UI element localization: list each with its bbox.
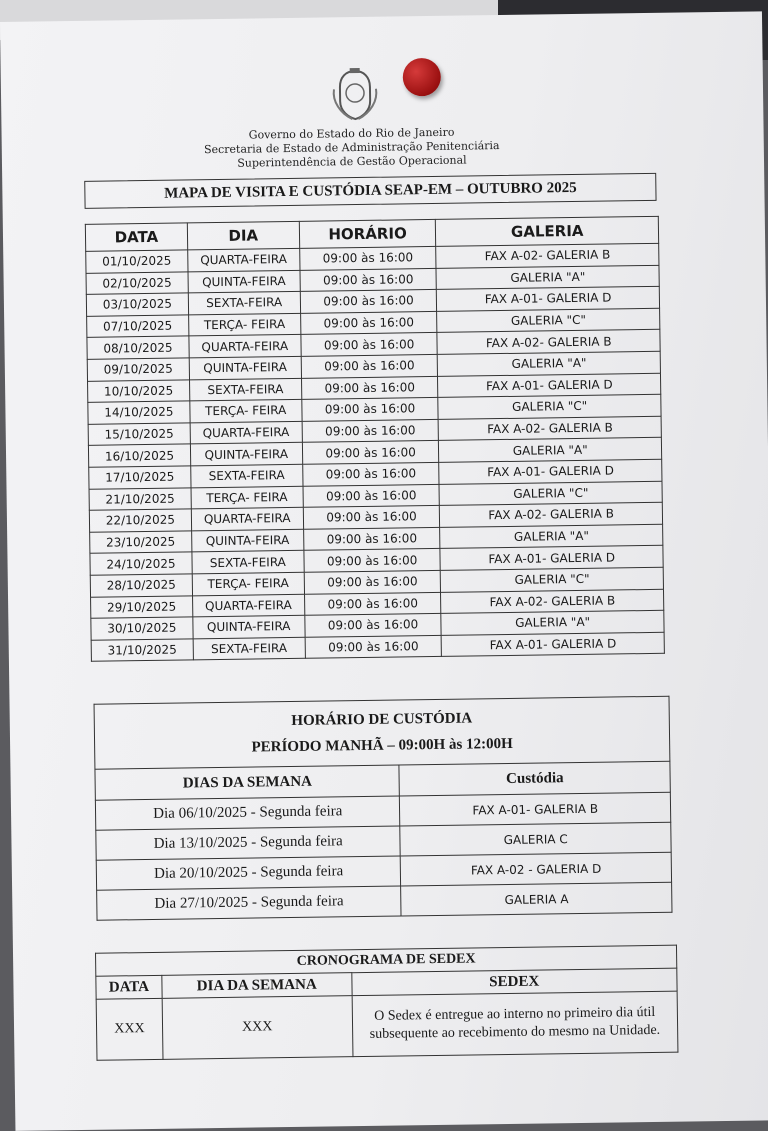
visit-hours: 09:00 às 16:00 [301, 376, 438, 400]
visit-date: 01/10/2025 [86, 250, 188, 273]
custody-gallery: FAX A-02 - GALERIA D [401, 852, 672, 886]
visit-date: 21/10/2025 [89, 487, 191, 510]
custody-day: Dia 06/10/2025 - Segunda feira [95, 796, 400, 830]
visit-weekday: TERÇA- FEIRA [190, 399, 302, 422]
visit-gallery: GALERIA "A" [439, 438, 662, 463]
visit-hours: 09:00 às 16:00 [304, 592, 441, 616]
visit-schedule-table [85, 216, 665, 662]
visit-date: 16/10/2025 [88, 444, 190, 467]
visit-hours: 09:00 às 16:00 [301, 333, 438, 357]
header-sedex: SEDEX [351, 968, 677, 996]
visit-hours: 09:00 às 16:00 [305, 613, 442, 637]
visit-date: 10/10/2025 [88, 379, 190, 402]
visit-gallery: FAX A-02- GALERIA B [437, 330, 660, 355]
state-crest-icon [328, 67, 383, 124]
visit-date: 28/10/2025 [90, 574, 192, 597]
sedex-weekday: XXX [162, 996, 353, 1060]
visit-hours: 09:00 às 16:00 [302, 441, 439, 465]
header-custodia: Custódia [399, 761, 670, 796]
institution-header [182, 125, 523, 172]
custody-title: HORÁRIO DE CUSTÓDIA [291, 710, 473, 729]
visit-date: 17/10/2025 [89, 466, 191, 489]
visit-hours: 09:00 às 16:00 [304, 570, 441, 594]
sedex-title: CRONOGRAMA DE SEDEX [96, 945, 677, 976]
visit-date: 08/10/2025 [87, 336, 189, 359]
visit-weekday: TERÇA- FEIRA [192, 572, 304, 595]
visit-hours: 09:00 às 16:00 [303, 484, 440, 508]
custody-schedule-table [94, 696, 673, 921]
header-line-government: Governo do Estado do Rio de Janeiro [248, 125, 455, 142]
custody-day: Dia 27/10/2025 - Segunda feira [97, 886, 402, 920]
visit-hours: 09:00 às 16:00 [302, 462, 439, 486]
notice-paper [0, 11, 768, 1131]
visit-gallery: GALERIA "A" [440, 524, 663, 549]
visit-weekday: QUARTA-FEIRA [188, 248, 300, 271]
visit-gallery: GALERIA "C" [438, 394, 661, 419]
visit-date: 02/10/2025 [86, 271, 188, 294]
visit-gallery: FAX A-01- GALERIA D [440, 546, 663, 571]
visit-gallery: GALERIA "A" [441, 610, 664, 635]
sedex-description: O Sedex é entregue ao interno no primeiro dia útil subsequente ao recebimento do mesmo na Unidade. [352, 991, 678, 1057]
visit-gallery: FAX A-02- GALERIA B [436, 243, 659, 268]
custody-period: PERÍODO MANHÃ – 09:00H às 12:00H [251, 735, 513, 756]
visit-gallery: FAX A-02- GALERIA B [439, 416, 662, 441]
sedex-schedule-table [95, 945, 678, 1061]
visit-weekday: QUARTA-FEIRA [191, 507, 303, 530]
visit-gallery: GALERIA "C" [437, 308, 660, 333]
visit-hours: 09:00 às 16:00 [305, 635, 442, 659]
visit-hours: 09:00 às 16:00 [300, 290, 437, 314]
sedex-date: XXX [96, 998, 163, 1060]
custody-gallery: GALERIA C [400, 822, 671, 856]
header-sedex-data: DATA [96, 975, 162, 999]
visit-date: 29/10/2025 [91, 595, 193, 618]
visit-date: 03/10/2025 [86, 293, 188, 316]
header-data: DATA [85, 223, 187, 251]
visit-weekday: SEXTA-FEIRA [193, 637, 305, 660]
header-dias-da-semana: DIAS DA SEMANA [95, 765, 400, 800]
visit-weekday: QUINTA-FEIRA [190, 443, 302, 466]
visit-weekday: QUINTA-FEIRA [189, 356, 301, 379]
visit-date: 24/10/2025 [90, 552, 192, 575]
visit-date: 23/10/2025 [90, 531, 192, 554]
visit-weekday: QUARTA-FEIRA [192, 594, 304, 617]
visit-weekday: QUARTA-FEIRA [189, 335, 301, 358]
visit-gallery: GALERIA "A" [438, 351, 661, 376]
visit-weekday: QUARTA-FEIRA [190, 421, 302, 444]
visit-weekday: SEXTA-FEIRA [189, 378, 301, 401]
header-horario: HORÁRIO [299, 219, 436, 248]
custody-gallery: GALERIA A [401, 882, 672, 916]
visit-weekday: TERÇA- FEIRA [188, 313, 300, 336]
visit-date: 22/10/2025 [89, 509, 191, 532]
header-galeria: GALERIA [436, 216, 659, 246]
visit-weekday: QUINTA-FEIRA [191, 529, 303, 552]
visit-hours: 09:00 às 16:00 [299, 246, 436, 270]
visit-gallery: FAX A-01- GALERIA D [437, 287, 660, 312]
custody-caption [94, 696, 670, 769]
red-pushpin-icon [403, 58, 442, 97]
visit-date: 15/10/2025 [88, 423, 190, 446]
header-line-superintendence: Superintendência de Gestão Operacional [237, 153, 467, 170]
visit-weekday: SEXTA-FEIRA [191, 464, 303, 487]
document-title: MAPA DE VISITA E CUSTÓDIA SEAP-EM – OUTUBRO 2025 [84, 173, 656, 209]
visit-gallery: FAX A-01- GALERIA D [439, 459, 662, 484]
visit-weekday: QUINTA-FEIRA [193, 615, 305, 638]
visit-hours: 09:00 às 16:00 [300, 311, 437, 335]
visit-hours: 09:00 às 16:00 [303, 506, 440, 530]
visit-weekday: SEXTA-FEIRA [192, 551, 304, 574]
visit-weekday: QUINTA-FEIRA [188, 270, 300, 293]
visit-hours: 09:00 às 16:00 [303, 527, 440, 551]
visit-hours: 09:00 às 16:00 [302, 398, 439, 422]
visit-date: 07/10/2025 [87, 315, 189, 338]
visit-gallery: FAX A-02- GALERIA B [441, 589, 664, 614]
visit-weekday: TERÇA- FEIRA [191, 486, 303, 509]
visit-date: 14/10/2025 [88, 401, 190, 424]
visit-hours: 09:00 às 16:00 [300, 268, 437, 292]
visit-gallery: GALERIA "C" [441, 567, 664, 592]
header-sedex-dia: DIA DA SEMANA [162, 973, 352, 999]
header-dia: DIA [187, 221, 299, 250]
custody-day: Dia 20/10/2025 - Segunda feira [96, 856, 401, 890]
visit-date: 30/10/2025 [91, 617, 193, 640]
visit-gallery: FAX A-01- GALERIA D [438, 373, 661, 398]
visit-hours: 09:00 às 16:00 [301, 354, 438, 378]
visit-date: 31/10/2025 [91, 639, 193, 662]
visit-hours: 09:00 às 16:00 [302, 419, 439, 443]
visit-gallery: GALERIA "A" [436, 265, 659, 290]
visit-date: 09/10/2025 [87, 358, 189, 381]
visit-gallery: GALERIA "C" [439, 481, 662, 506]
visit-gallery: FAX A-01- GALERIA D [442, 632, 665, 657]
visit-gallery: FAX A-02- GALERIA B [440, 502, 663, 527]
visit-weekday: SEXTA-FEIRA [188, 292, 300, 315]
custody-day: Dia 13/10/2025 - Segunda feira [96, 826, 401, 860]
visit-hours: 09:00 às 16:00 [304, 549, 441, 573]
table-row [96, 991, 678, 1060]
custody-gallery: FAX A-01- GALERIA B [400, 792, 671, 826]
header-line-secretariat: Secretaria de Estado de Administração Penitenciária [203, 139, 500, 157]
